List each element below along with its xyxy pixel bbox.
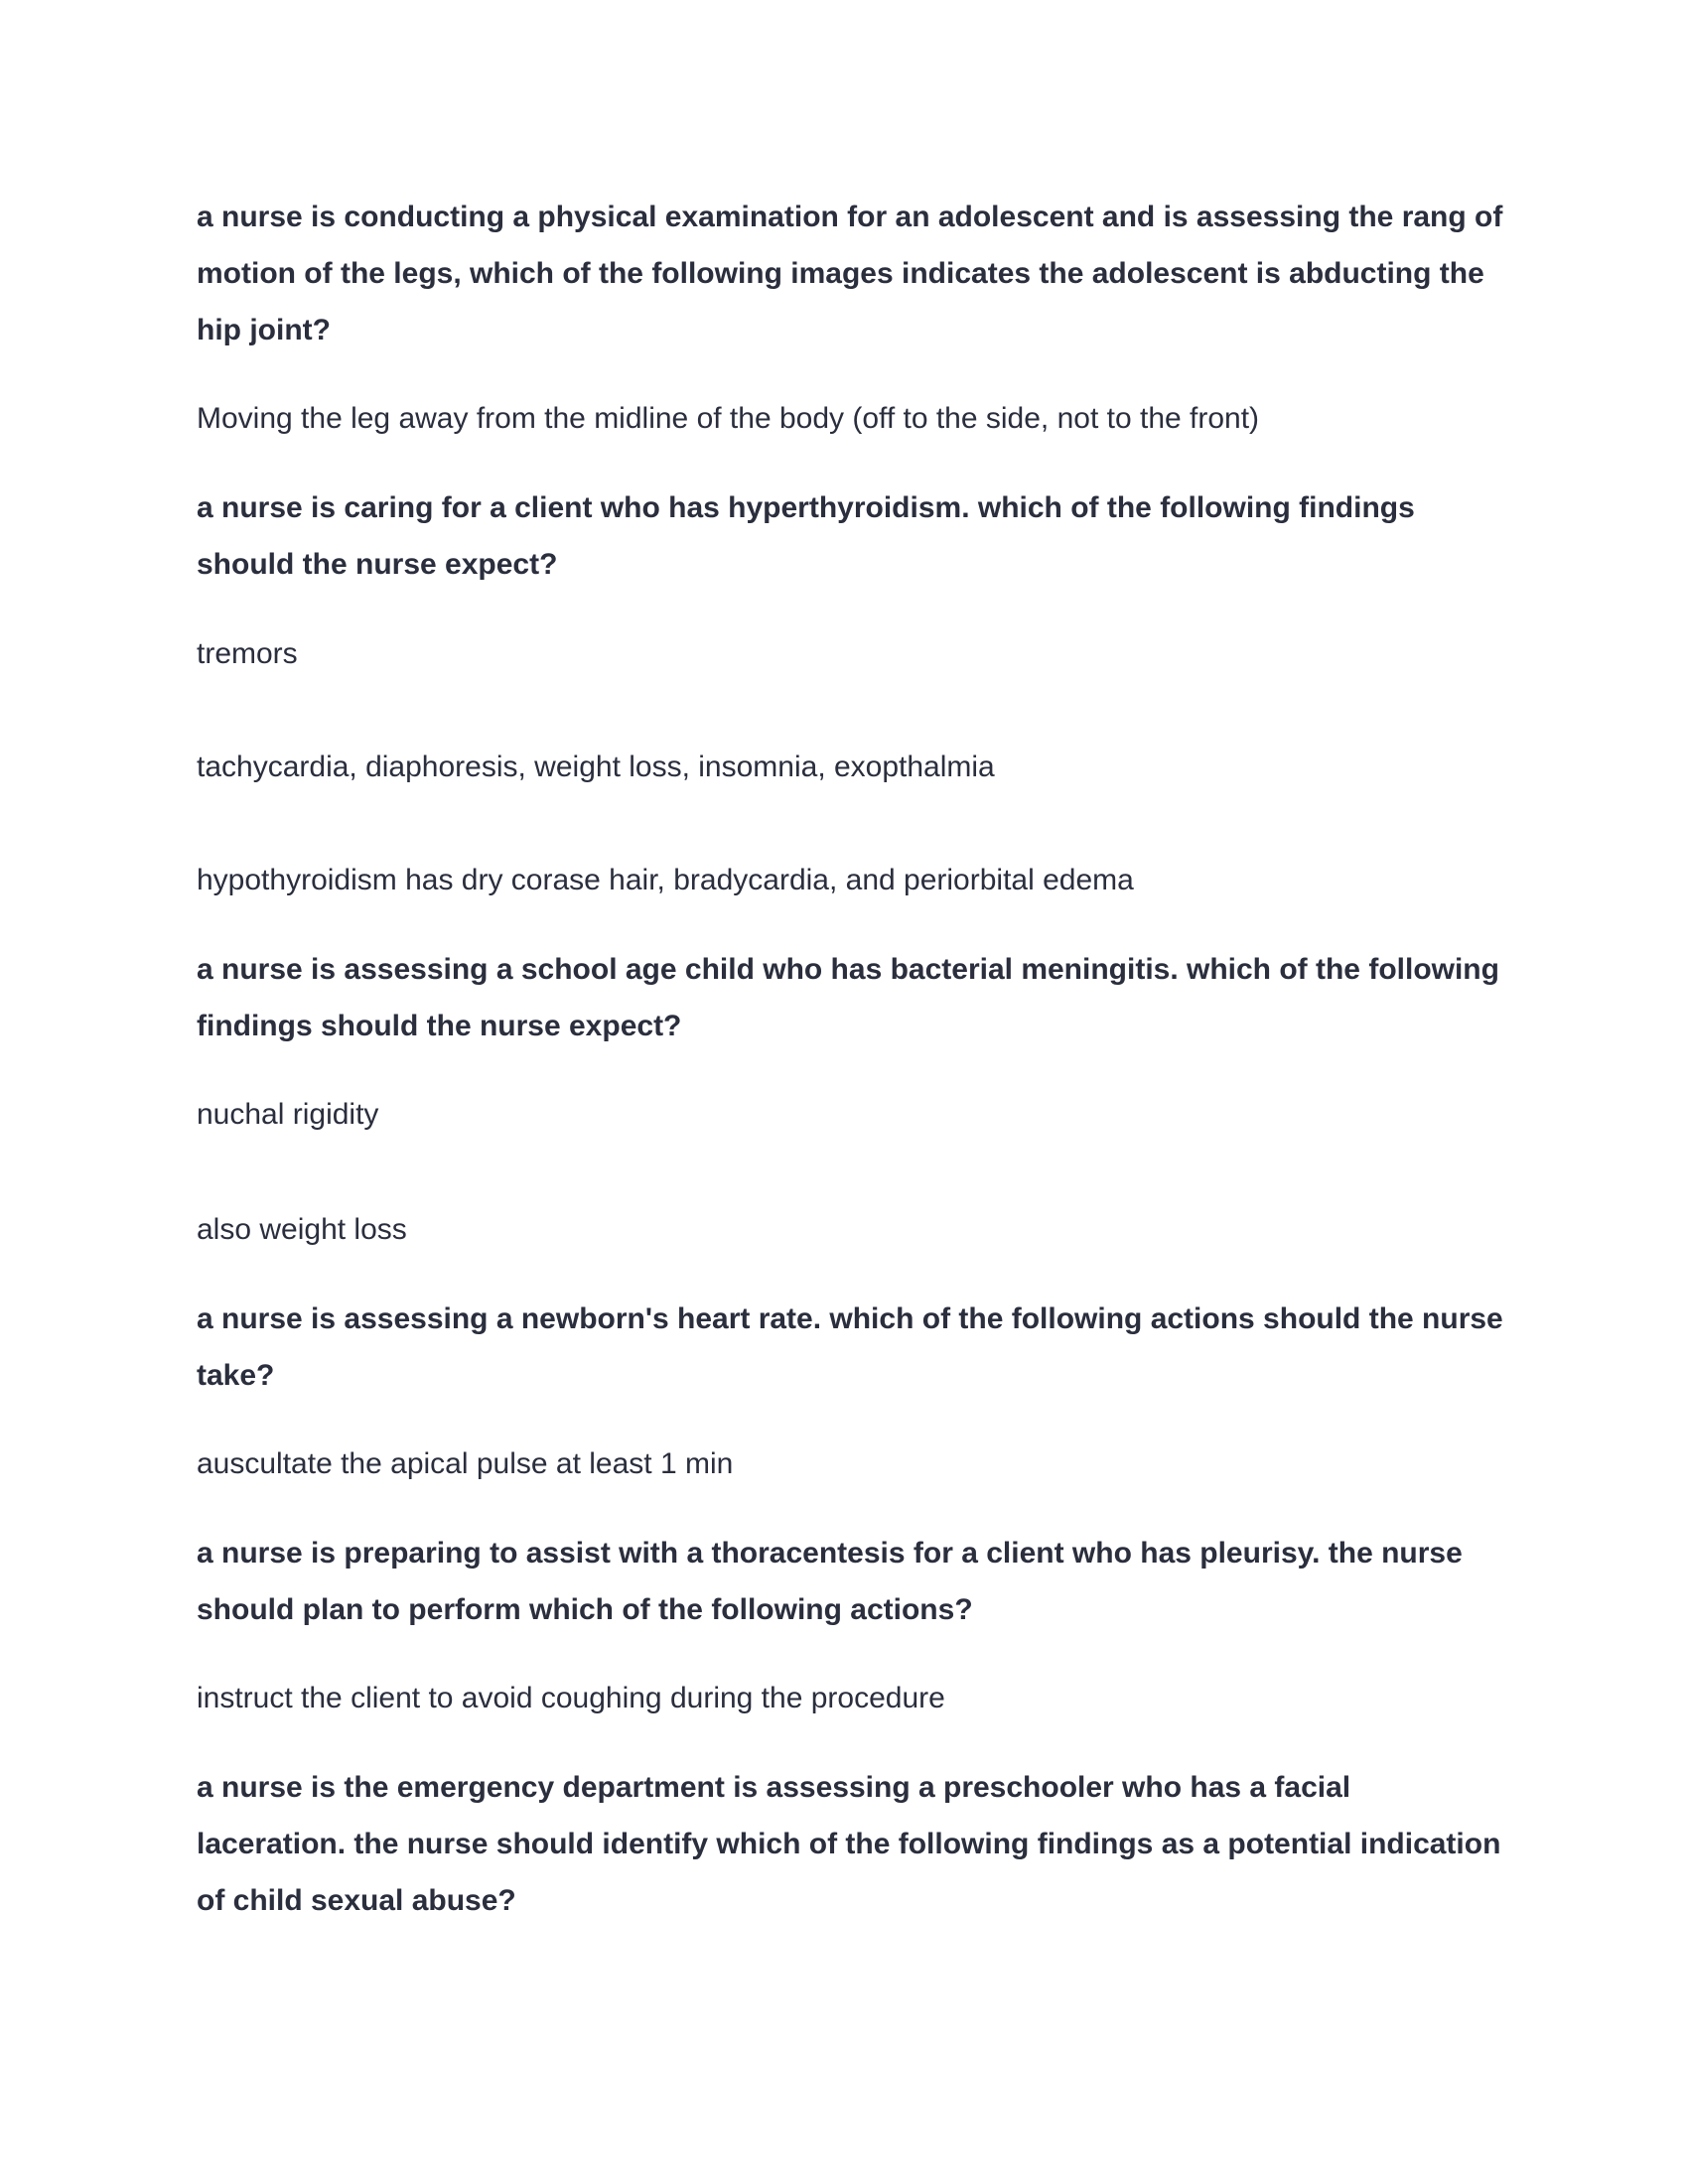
question-5: a nurse is preparing to assist with a thoracentesis for a client who has pleurisy. the nurse should plan to perform which of the following actions?	[197, 1537, 1463, 1626]
question-3: a nurse is assessing a school age child who has bacterial meningitis. which of the following findings should the nurse expect?	[197, 953, 1499, 1042]
answer-4: auscultate the apical pulse at least 1 min	[197, 1447, 734, 1480]
answer-3a: nuchal rigidity	[197, 1098, 379, 1131]
answer-2c: hypothyroidism has dry corase hair, bradycardia, and periorbital edema	[197, 864, 1134, 896]
answer-2b: tachycardia, diaphoresis, weight loss, insomnia, exopthalmia	[197, 751, 995, 783]
question-2: a nurse is caring for a client who has hyperthyroidism. which of the following findings should the nurse expect?	[197, 491, 1415, 581]
answer-3b: also weight loss	[197, 1213, 407, 1246]
question-1: a nurse is conducting a physical examination for an adolescent and is assessing the rang of motion of the legs, which of the following images indicates the adolescent is abducting the hip joint?	[197, 201, 1503, 346]
answer-2a: tremors	[197, 637, 298, 670]
answer-1: Moving the leg away from the midline of the body (off to the side, not to the front)	[197, 402, 1260, 435]
question-6: a nurse is the emergency department is assessing a preschooler who has a facial laceration. the nurse should identify which of the following findings as a potential indication of child sexual abuse?	[197, 1771, 1501, 1917]
answer-5: instruct the client to avoid coughing during the procedure	[197, 1682, 945, 1714]
question-4: a nurse is assessing a newborn's heart rate. which of the following actions should the nurse take?	[197, 1302, 1503, 1392]
